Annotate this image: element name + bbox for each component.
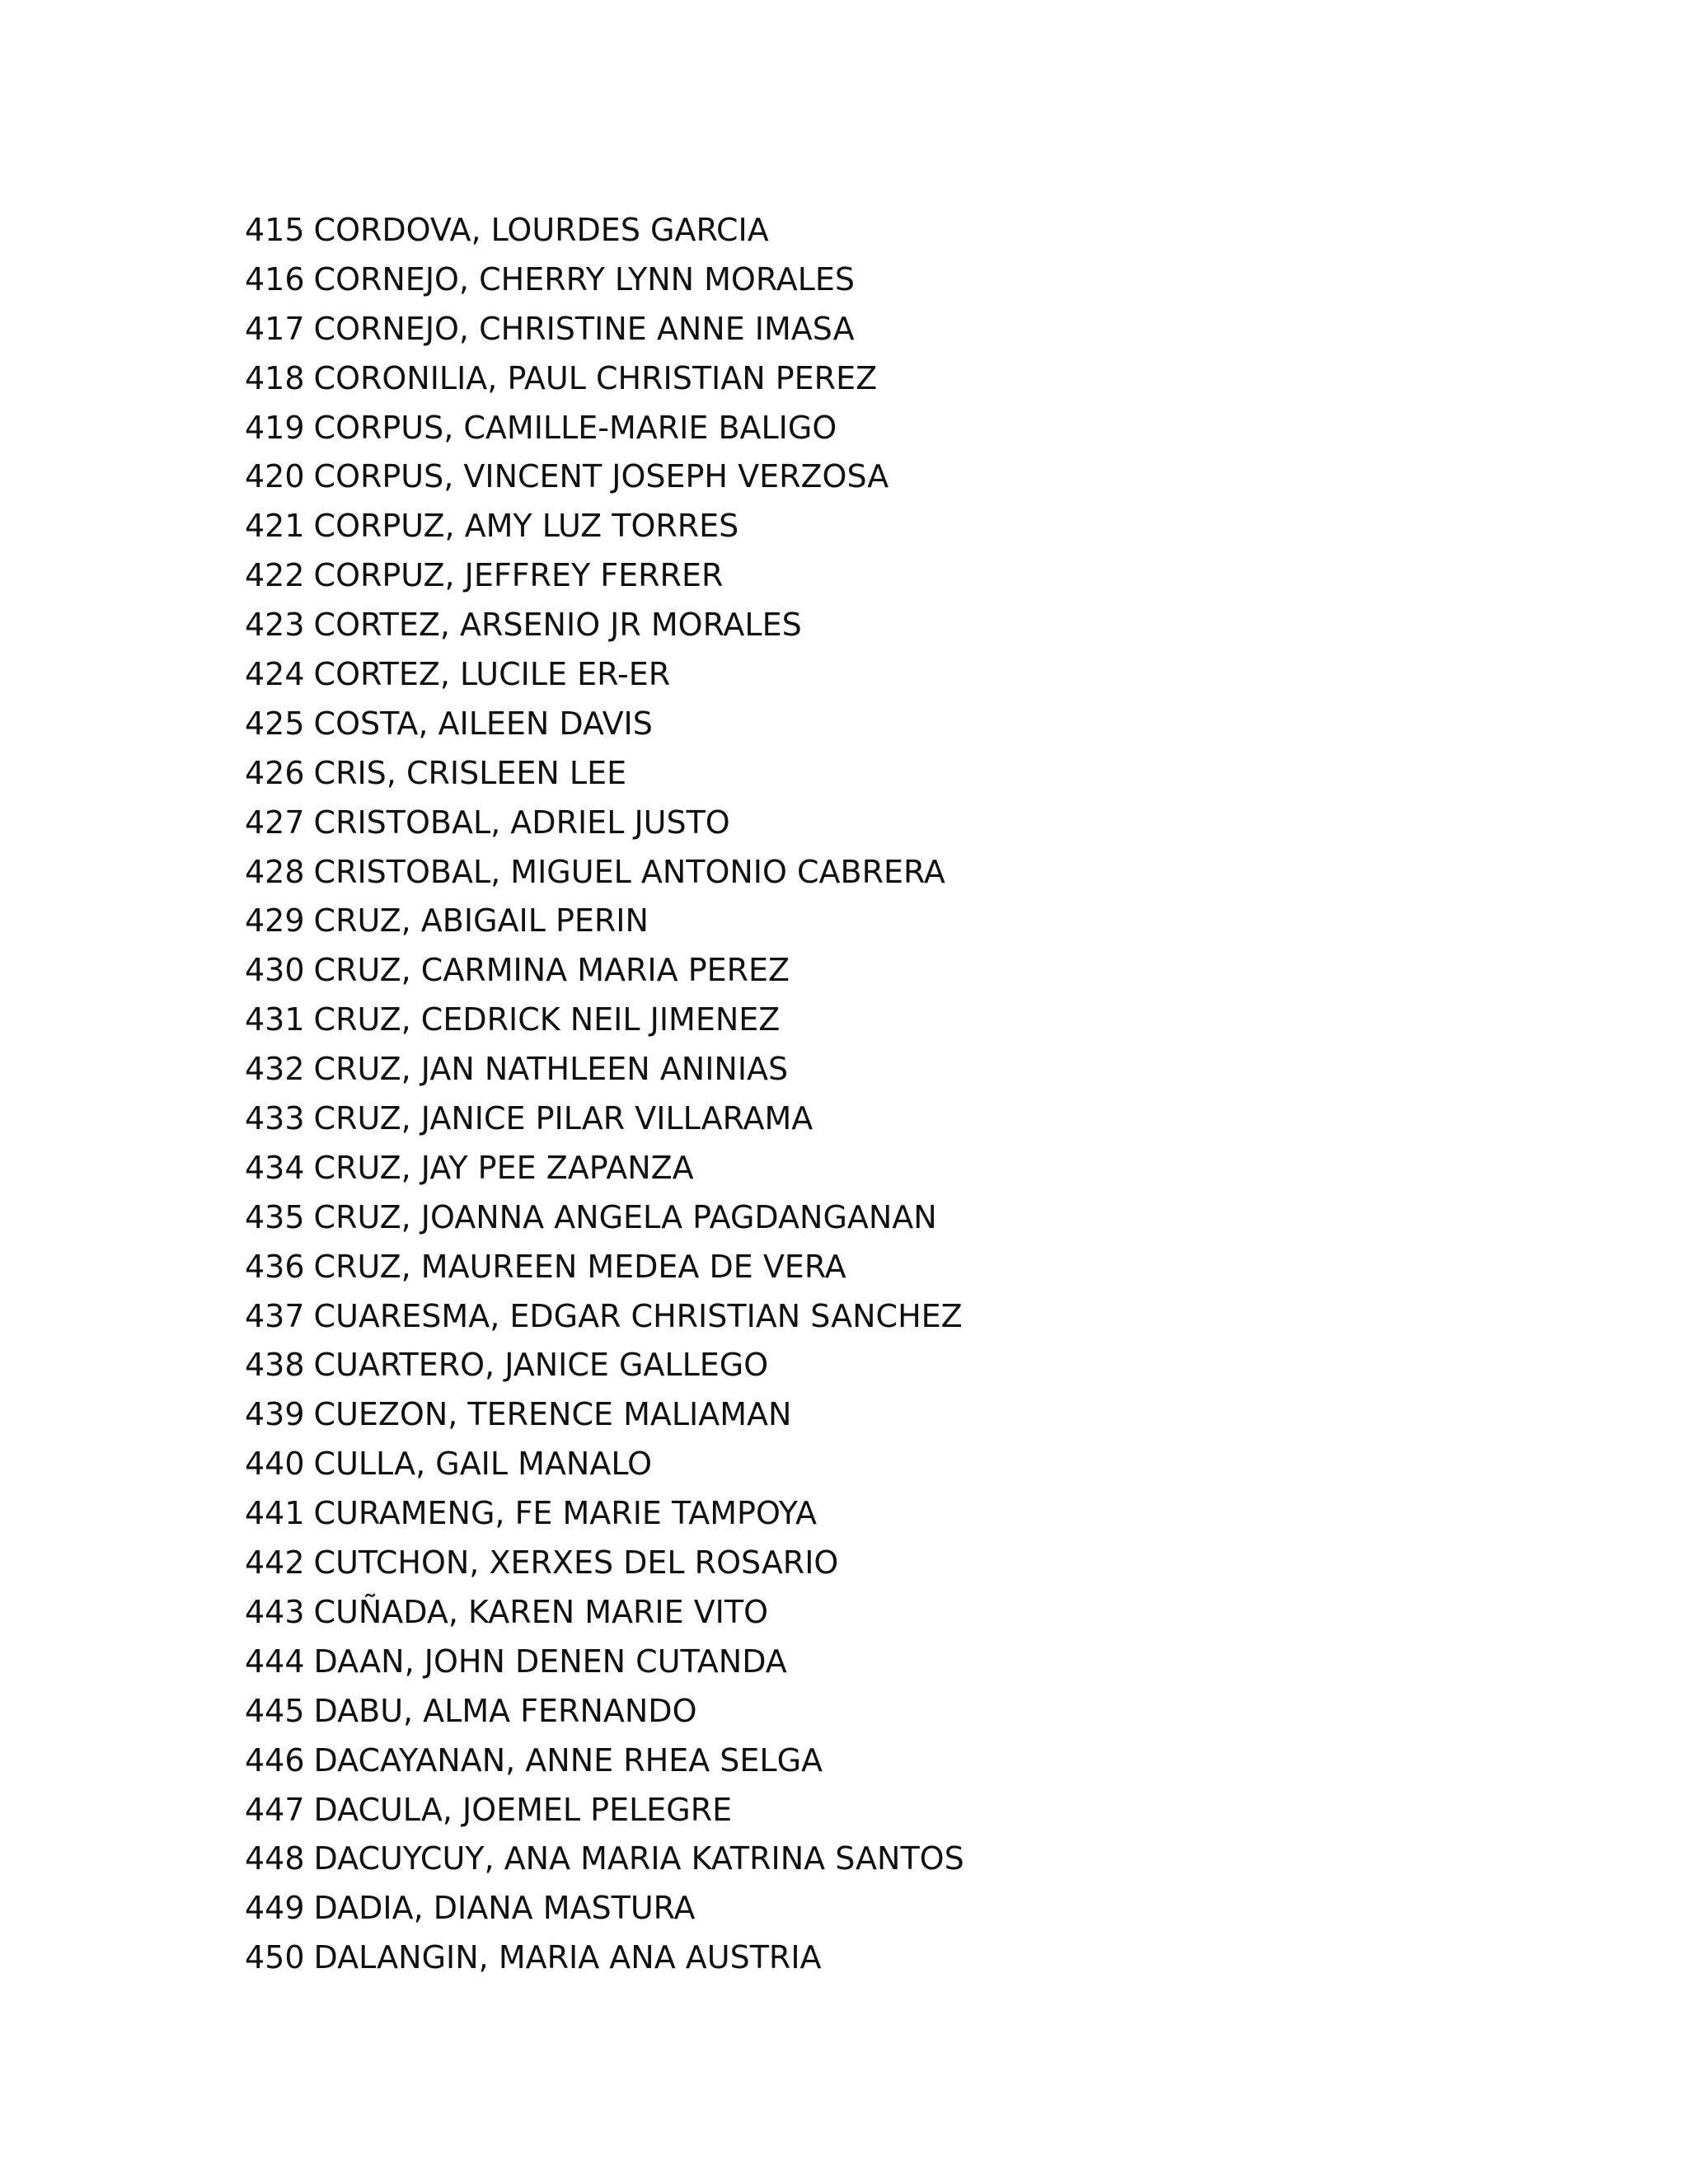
entry-number: 434 — [245, 1149, 305, 1186]
entry-number: 430 — [245, 952, 305, 989]
list-item — [245, 1835, 964, 1884]
list-item — [245, 700, 964, 749]
entry-number: 450 — [245, 1939, 305, 1976]
list-item — [245, 1736, 964, 1786]
entry-name: CUTCHON, XERXES DEL ROSARIO — [313, 1544, 839, 1582]
entry-name: CORDOVA, LOURDES GARCIA — [313, 212, 769, 248]
entry-name: CORTEZ, LUCILE ER-ER — [313, 656, 671, 693]
entry-name: CRUZ, CEDRICK NEIL JIMENEZ — [313, 1001, 781, 1038]
entry-number: 441 — [245, 1495, 305, 1532]
list-item — [245, 1539, 964, 1588]
list-item — [245, 1440, 964, 1489]
entry-number: 428 — [245, 853, 305, 890]
entry-name: CRUZ, MAUREEN MEDEA DE VERA — [313, 1248, 846, 1285]
entry-name: DACUYCUY, ANA MARIA KATRINA SANTOS — [313, 1840, 964, 1877]
list-item — [245, 1094, 964, 1144]
list-item — [245, 255, 964, 305]
entry-name: DAAN, JOHN DENEN CUTANDA — [313, 1643, 787, 1680]
entry-name: CRUZ, CARMINA MARIA PEREZ — [313, 952, 790, 989]
entry-name: CURAMENG, FE MARIE TAMPOYA — [313, 1495, 818, 1532]
entry-number: 448 — [245, 1840, 305, 1877]
entry-name: DACAYANAN, ANNE RHEA SELGA — [313, 1741, 823, 1779]
list-item — [245, 1341, 964, 1390]
entry-number: 442 — [245, 1544, 305, 1582]
list-item — [245, 1489, 964, 1539]
entry-name: CORPUZ, AMY LUZ TORRES — [313, 508, 739, 545]
entry-name: CRUZ, JOANNA ANGELA PAGDANGANAN — [313, 1198, 937, 1235]
entry-number: 431 — [245, 1001, 305, 1038]
entry-name: DABU, ALMA FERNANDO — [313, 1692, 697, 1729]
entry-number: 421 — [245, 508, 305, 545]
entry-name: CORNEJO, CHERRY LYNN MORALES — [313, 260, 855, 298]
entry-number: 435 — [245, 1198, 305, 1235]
entry-number: 438 — [245, 1347, 305, 1384]
entry-number: 422 — [245, 557, 305, 594]
entry-name: CRIS, CRISLEEN LEE — [313, 754, 627, 791]
entry-number: 446 — [245, 1741, 305, 1779]
list-item — [245, 551, 964, 601]
entry-name: CUARESMA, EDGAR CHRISTIAN SANCHEZ — [313, 1297, 963, 1334]
list-item — [245, 897, 964, 946]
list-item — [245, 1884, 964, 1933]
entry-name: CORTEZ, ARSENIO JR MORALES — [313, 607, 802, 644]
entry-number: 433 — [245, 1100, 305, 1137]
entry-name: COSTA, AILEEN DAVIS — [313, 705, 653, 742]
list-item — [245, 946, 964, 996]
entry-number: 429 — [245, 902, 305, 940]
entry-number: 432 — [245, 1051, 305, 1088]
entry-number: 419 — [245, 409, 305, 446]
entry-number: 437 — [245, 1297, 305, 1334]
list-item — [245, 452, 964, 502]
entry-name: CRUZ, JANICE PILAR VILLARAMA — [313, 1100, 814, 1137]
list-item — [245, 1390, 964, 1440]
list-item — [245, 1144, 964, 1193]
name-list — [245, 206, 964, 1983]
entry-name: CRUZ, ABIGAIL PERIN — [313, 902, 649, 940]
entry-number: 449 — [245, 1890, 305, 1927]
entry-number: 425 — [245, 705, 305, 742]
entry-number: 418 — [245, 359, 305, 396]
list-item — [245, 848, 964, 898]
entry-number: 417 — [245, 310, 305, 347]
entry-name: CORNEJO, CHRISTINE ANNE IMASA — [313, 310, 855, 347]
entry-name: CUEZON, TERENCE MALIAMAN — [313, 1396, 792, 1433]
entry-number: 436 — [245, 1248, 305, 1285]
list-item — [245, 601, 964, 650]
entry-name: CORPUS, CAMILLE-MARIE BALIGO — [313, 409, 837, 446]
entry-name: DADIA, DIANA MASTURA — [313, 1890, 696, 1927]
list-item — [245, 1243, 964, 1292]
list-item — [245, 996, 964, 1045]
entry-number: 427 — [245, 804, 305, 841]
list-item — [245, 799, 964, 848]
entry-number: 447 — [245, 1791, 305, 1828]
entry-number: 440 — [245, 1446, 305, 1483]
list-item — [245, 206, 964, 255]
entry-number: 420 — [245, 458, 305, 495]
list-item — [245, 749, 964, 799]
list-item — [245, 1933, 964, 1983]
entry-name: CRUZ, JAN NATHLEEN ANINIAS — [313, 1051, 789, 1088]
entry-number: 445 — [245, 1692, 305, 1729]
entry-number: 416 — [245, 260, 305, 298]
list-item — [245, 1292, 964, 1342]
entry-number: 439 — [245, 1396, 305, 1433]
list-item — [245, 1687, 964, 1736]
entry-number: 426 — [245, 754, 305, 791]
entry-name: CUARTERO, JANICE GALLEGO — [313, 1347, 769, 1384]
entry-name: DALANGIN, MARIA ANA AUSTRIA — [313, 1939, 822, 1976]
list-item — [245, 502, 964, 551]
list-item — [245, 650, 964, 700]
list-item — [245, 305, 964, 354]
entry-number: 415 — [245, 212, 305, 248]
entry-name: CORPUZ, JEFFREY FERRER — [313, 557, 724, 594]
entry-name: CORONILIA, PAUL CHRISTIAN PEREZ — [313, 359, 878, 396]
list-item — [245, 354, 964, 404]
entry-name: CULLA, GAIL MANALO — [313, 1446, 653, 1483]
entry-name: DACULA, JOEMEL PELEGRE — [313, 1791, 733, 1828]
entry-number: 424 — [245, 656, 305, 693]
list-item — [245, 1045, 964, 1094]
list-item — [245, 1786, 964, 1835]
list-item — [245, 1588, 964, 1638]
entry-name: CRISTOBAL, MIGUEL ANTONIO CABRERA — [313, 853, 945, 890]
list-item — [245, 1638, 964, 1687]
entry-name: CRUZ, JAY PEE ZAPANZA — [313, 1149, 694, 1186]
entry-name: CUÑADA, KAREN MARIE VITO — [313, 1593, 769, 1630]
list-item — [245, 404, 964, 453]
entry-number: 423 — [245, 607, 305, 644]
entry-number: 443 — [245, 1593, 305, 1630]
list-item — [245, 1193, 964, 1243]
entry-number: 444 — [245, 1643, 305, 1680]
entry-name: CRISTOBAL, ADRIEL JUSTO — [313, 804, 730, 841]
entry-name: CORPUS, VINCENT JOSEPH VERZOSA — [313, 458, 889, 495]
